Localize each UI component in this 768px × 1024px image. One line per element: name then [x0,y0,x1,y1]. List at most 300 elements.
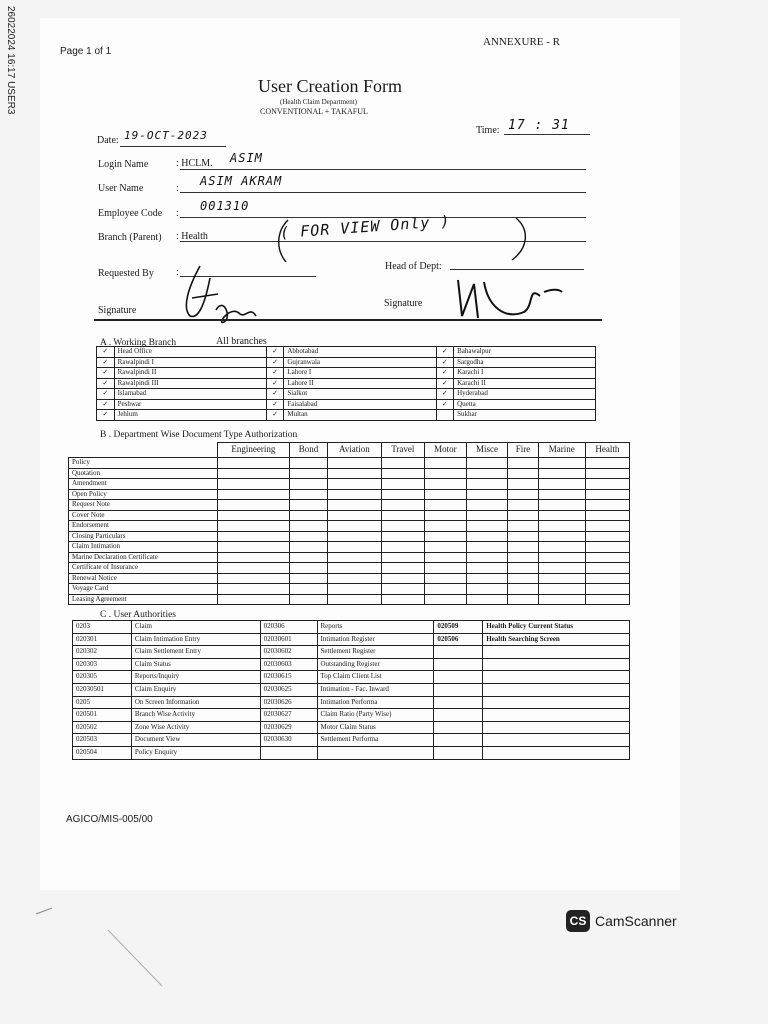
working-branch-heading: A . Working Branch [100,338,177,348]
doc-auth-cell [538,468,585,479]
doc-auth-cell [217,594,290,605]
doc-auth-cell [538,458,585,469]
doc-auth-cell [327,479,381,490]
authority-row [73,658,630,671]
authority-code: 02030630 [260,734,317,747]
doc-auth-cell [466,489,507,500]
doc-auth-cell [290,489,328,500]
doc-auth-cell [538,552,585,563]
doc-type-label: Closing Particulars [69,531,218,542]
doc-auth-row [69,573,630,584]
doc-auth-cell [217,542,290,553]
doc-auth-cell [424,531,466,542]
doc-auth-cell [538,531,585,542]
doc-auth-row [69,563,630,574]
authority-code [434,658,483,671]
doc-auth-row [69,510,630,521]
doc-auth-cell [508,584,539,595]
doc-auth-cell [424,521,466,532]
branch-tick: ✓ [266,378,284,389]
doc-auth-cell [538,521,585,532]
doc-type-label: Certificate of Insurance [69,563,218,574]
branch-name: Rawalpindi I [114,357,266,368]
branch-tick: ✓ [436,357,454,368]
branch-tick: ✓ [436,378,454,389]
authority-name: Claim Intimation Entry [131,633,260,646]
branch-tick: ✓ [97,389,115,400]
branch-tick: ✓ [266,389,284,400]
doc-auth-cell [290,521,328,532]
branch-name: Lahore I [284,368,436,379]
branch-name: Quetta [454,399,596,410]
form-subtitle: (Health Claim Department) [280,98,357,106]
doc-type-label: Marine Declaration Certificate [69,552,218,563]
authority-code [434,746,483,759]
branch-name: Karachi II [454,378,596,389]
branch-tick: ✓ [97,399,115,410]
branch-name: Rawalpindi III [114,378,266,389]
branch-name: Faisalabad [284,399,436,410]
branch-prefix: : Health [176,231,208,242]
doc-type-header [69,443,218,458]
doc-auth-cell [538,489,585,500]
doc-auth-column: Misce [466,443,507,458]
doc-auth-cell [290,552,328,563]
doc-auth-cell [381,468,424,479]
authority-code: 020305 [73,671,132,684]
authority-name: Branch Wise Activity [131,709,260,722]
doc-auth-cell [290,542,328,553]
doc-auth-cell [585,489,629,500]
authority-name: Settlement Register [317,646,434,659]
doc-auth-cell [381,542,424,553]
branch-tick: ✓ [97,368,115,379]
doc-auth-cell [217,521,290,532]
doc-type-label: Renewal Notice [69,573,218,584]
doc-type-label: Amendment [69,479,218,490]
doc-auth-cell [424,510,466,521]
doc-auth-cell [424,479,466,490]
section-divider [94,319,602,321]
scan-marks [34,900,174,1000]
branch-tick: ✓ [266,368,284,379]
doc-auth-cell [538,594,585,605]
authority-code: 02030501 [73,683,132,696]
doc-auth-cell [327,563,381,574]
authority-name [483,671,630,684]
authority-code: 02030615 [260,671,317,684]
doc-auth-cell [381,510,424,521]
authority-name [483,696,630,709]
doc-auth-cell [538,563,585,574]
authority-code: 02030603 [260,658,317,671]
branch-row [97,410,596,421]
camscanner-label: CamScanner [595,913,677,929]
authority-name [483,646,630,659]
time-label: Time: [476,125,500,136]
doc-type-label: Request Note [69,500,218,511]
doc-auth-cell [585,573,629,584]
authority-row [73,671,630,684]
branch-name: Sukhar [454,410,596,421]
doc-auth-cell [327,468,381,479]
doc-auth-cell [327,573,381,584]
doc-auth-cell [508,594,539,605]
doc-auth-cell [508,563,539,574]
authority-name: Settlement Performa [317,734,434,747]
authority-name: Zone Wise Activity [131,721,260,734]
authority-name: Claim Enquiry [131,683,260,696]
branch-label: Branch (Parent) [98,232,162,243]
requested-by-prefix: : [176,267,179,278]
branch-name: Hyderabad [454,389,596,400]
branch-name: Jehlum [114,410,266,421]
doc-auth-cell [290,510,328,521]
doc-auth-row [69,489,630,500]
authority-name [317,746,434,759]
form-page [40,18,680,890]
branch-name: Peshwar [114,399,266,410]
time-value: 17 : 31 [508,118,570,133]
doc-auth-cell [290,573,328,584]
doc-auth-cell [466,563,507,574]
branch-row [97,378,596,389]
branch-tick: ✓ [97,347,115,358]
doc-auth-row [69,594,630,605]
branch-tick: ✓ [436,389,454,400]
authority-name: Claim [131,621,260,634]
doc-auth-cell [585,594,629,605]
authority-row [73,709,630,722]
doc-auth-cell [585,521,629,532]
doc-auth-cell [424,468,466,479]
authority-name: Claim Ratio (Party Wise) [317,709,434,722]
authority-code [434,683,483,696]
form-code: AGICO/MIS-005/00 [66,814,153,825]
branch-tick: ✓ [266,347,284,358]
doc-auth-column: Engineering [217,443,290,458]
doc-auth-cell [508,573,539,584]
doc-auth-row [69,531,630,542]
doc-auth-column: Travel [381,443,424,458]
doc-auth-cell [466,479,507,490]
authority-code [434,721,483,734]
doc-auth-cell [585,479,629,490]
doc-auth-cell [585,458,629,469]
authority-name: Motor Claim Status [317,721,434,734]
doc-auth-column: Marine [538,443,585,458]
date-value: 19-OCT-2023 [124,129,208,142]
login-prefix: : HCLM. [176,158,213,169]
authority-row [73,621,630,634]
doc-auth-cell [508,458,539,469]
branch-row [97,357,596,368]
authority-row [73,721,630,734]
authorities-table [72,620,630,760]
authority-code: 020506 [434,633,483,646]
branch-note: ( FOR VIEW Only ) [279,212,451,242]
authority-name [483,709,630,722]
branch-name: Multan [284,410,436,421]
authority-row [73,746,630,759]
doc-auth-cell [381,531,424,542]
doc-auth-cell [381,500,424,511]
branch-name: Karachi I [454,368,596,379]
doc-auth-cell [217,552,290,563]
form-subtitle-2: CONVENTIONAL + TAKAFUL [260,107,368,116]
doc-auth-cell [381,584,424,595]
doc-auth-row [69,479,630,490]
doc-auth-cell [424,500,466,511]
doc-auth-cell [466,584,507,595]
doc-auth-row [69,458,630,469]
branch-tick: ✓ [436,347,454,358]
authority-code: 020301 [73,633,132,646]
authority-code: 020502 [73,721,132,734]
doc-auth-column: Fire [508,443,539,458]
authority-name: Intimation Register [317,633,434,646]
doc-auth-cell [327,489,381,500]
scan-stamp: 26022024 16:17 USER3 [5,6,16,115]
doc-auth-cell [217,563,290,574]
doc-auth-cell [381,458,424,469]
doc-auth-cell [508,489,539,500]
login-value: ASIM [230,151,263,165]
doc-auth-cell [585,584,629,595]
branch-name: Sialkot [284,389,436,400]
signature-label: Signature [98,305,137,316]
branch-tick: ✓ [266,399,284,410]
doc-auth-cell [508,479,539,490]
requester-signature [170,258,260,338]
branch-tick: ✓ [97,378,115,389]
doc-auth-cell [466,468,507,479]
authority-name: Top Claim Client List [317,671,434,684]
doc-auth-cell [508,521,539,532]
authority-name [483,683,630,696]
doc-auth-cell [424,573,466,584]
authority-code [434,709,483,722]
working-branch-table [96,346,596,421]
user-label: User Name [98,183,144,194]
doc-auth-cell [424,552,466,563]
authority-code: 020303 [73,658,132,671]
branch-name: Lahore II [284,378,436,389]
doc-type-label: Open Policy [69,489,218,500]
doc-auth-cell [424,458,466,469]
doc-auth-cell [327,458,381,469]
authority-code: 02030602 [260,646,317,659]
doc-auth-cell [424,489,466,500]
doc-auth-cell [585,500,629,511]
doc-auth-cell [290,500,328,511]
doc-type-label: Policy [69,458,218,469]
branch-tick: ✓ [97,357,115,368]
authority-name [483,658,630,671]
authority-code: 020503 [73,734,132,747]
doc-auth-cell [538,500,585,511]
authority-code: 02030625 [260,683,317,696]
employee-code-label: Employee Code [98,208,163,219]
doc-auth-cell [290,458,328,469]
doc-auth-cell [538,479,585,490]
head-of-dept-label: Head of Dept: [385,261,442,272]
doc-auth-cell [217,584,290,595]
doc-auth-cell [585,563,629,574]
doc-type-label: Endorsement [69,521,218,532]
doc-auth-cell [508,542,539,553]
annexure-label: ANNEXURE - R [483,36,560,48]
doc-auth-cell [327,584,381,595]
branch-name: Head Office [114,347,266,358]
employee-code-prefix: : [176,208,179,219]
doc-auth-cell [466,552,507,563]
authority-code [434,696,483,709]
doc-auth-cell [424,563,466,574]
employee-code-value: 001310 [200,199,250,213]
branch-row [97,389,596,400]
doc-auth-cell [466,573,507,584]
page-label: Page 1 of 1 [60,46,112,57]
doc-auth-cell [466,458,507,469]
doc-auth-row [69,500,630,511]
form-title: User Creation Form [258,76,402,96]
doc-type-label: Cover Note [69,510,218,521]
branch-name: Abbotabad [284,347,436,358]
all-branches-label: All branches [216,336,267,347]
authority-name: Claim Settlement Entry [131,646,260,659]
doc-auth-row [69,521,630,532]
doc-auth-cell [381,552,424,563]
doc-auth-cell [290,563,328,574]
branch-row [97,399,596,410]
doc-auth-cell [381,489,424,500]
authority-name: Reports [317,621,434,634]
authority-code [434,646,483,659]
doc-auth-cell [585,531,629,542]
doc-auth-cell [381,521,424,532]
doc-auth-cell [290,468,328,479]
branch-tick [436,410,454,421]
authority-name: Intimation - Fac. Inward [317,683,434,696]
doc-auth-column: Aviation [327,443,381,458]
authority-name: Intimation Performa [317,696,434,709]
branch-name: Islamabad [114,389,266,400]
doc-auth-cell [217,489,290,500]
authority-code: 02030626 [260,696,317,709]
authority-code [260,746,317,759]
doc-auth-cell [466,500,507,511]
branch-name: Gujranwala [284,357,436,368]
doc-auth-cell [466,594,507,605]
doc-auth-cell [381,594,424,605]
doc-auth-cell [327,542,381,553]
authority-code: 020504 [73,746,132,759]
doc-auth-row [69,542,630,553]
branch-tick: ✓ [436,368,454,379]
authority-code: 020501 [73,709,132,722]
user-prefix: : [176,183,179,194]
doc-type-label: Quotation [69,468,218,479]
requested-by-label: Requested By [98,268,154,279]
doc-auth-column: Bond [290,443,328,458]
authority-code: 02030629 [260,721,317,734]
authority-code: 0203 [73,621,132,634]
doc-type-label: Voyage Card [69,584,218,595]
authority-name: Claim Status [131,658,260,671]
doc-auth-cell [585,468,629,479]
authority-name: Policy Enquiry [131,746,260,759]
camscanner-logo: CS [566,910,590,932]
authority-name [483,746,630,759]
doc-auth-cell [466,510,507,521]
authority-code: 0205 [73,696,132,709]
doc-auth-cell [327,521,381,532]
doc-auth-cell [217,573,290,584]
authority-code: 020302 [73,646,132,659]
login-label: Login Name [98,159,149,170]
doc-auth-cell [327,531,381,542]
doc-auth-cell [585,510,629,521]
authority-row [73,683,630,696]
authority-code: 020306 [260,621,317,634]
doc-auth-cell [466,542,507,553]
authority-code: 020509 [434,621,483,634]
doc-auth-cell [217,510,290,521]
authority-name [483,734,630,747]
doc-auth-cell [585,542,629,553]
doc-auth-cell [424,594,466,605]
authority-name: Health Policy Current Status [483,621,630,634]
doc-auth-cell [508,500,539,511]
doc-type-label: Leasing Agreement [69,594,218,605]
authorities-heading: C . User Authorities [100,610,176,620]
doc-auth-cell [327,510,381,521]
branch-tick: ✓ [436,399,454,410]
doc-auth-cell [538,573,585,584]
branch-tick: ✓ [97,410,115,421]
view-only-brackets [272,214,532,268]
authority-row [73,734,630,747]
doc-auth-cell [538,584,585,595]
doc-auth-row [69,468,630,479]
authority-name [483,721,630,734]
authority-row [73,646,630,659]
doc-auth-cell [508,468,539,479]
branch-name: Sargodha [454,357,596,368]
doc-auth-cell [290,584,328,595]
doc-auth-cell [538,510,585,521]
doc-auth-cell [327,594,381,605]
doc-auth-cell [381,573,424,584]
doc-auth-cell [327,500,381,511]
branch-name: Bahawalpur [454,347,596,358]
date-label: Date: [97,135,119,146]
authority-row [73,633,630,646]
doc-auth-cell [508,531,539,542]
branch-row [97,368,596,379]
doc-auth-cell [290,594,328,605]
authority-name: Health Searching Screen [483,633,630,646]
authority-name: On Screen Information [131,696,260,709]
doc-auth-cell [424,542,466,553]
authority-code: 02030601 [260,633,317,646]
doc-type-label: Claim Intimation [69,542,218,553]
doc-auth-cell [217,479,290,490]
user-value: ASIM AKRAM [200,174,283,188]
branch-row [97,347,596,358]
doc-auth-cell [381,479,424,490]
